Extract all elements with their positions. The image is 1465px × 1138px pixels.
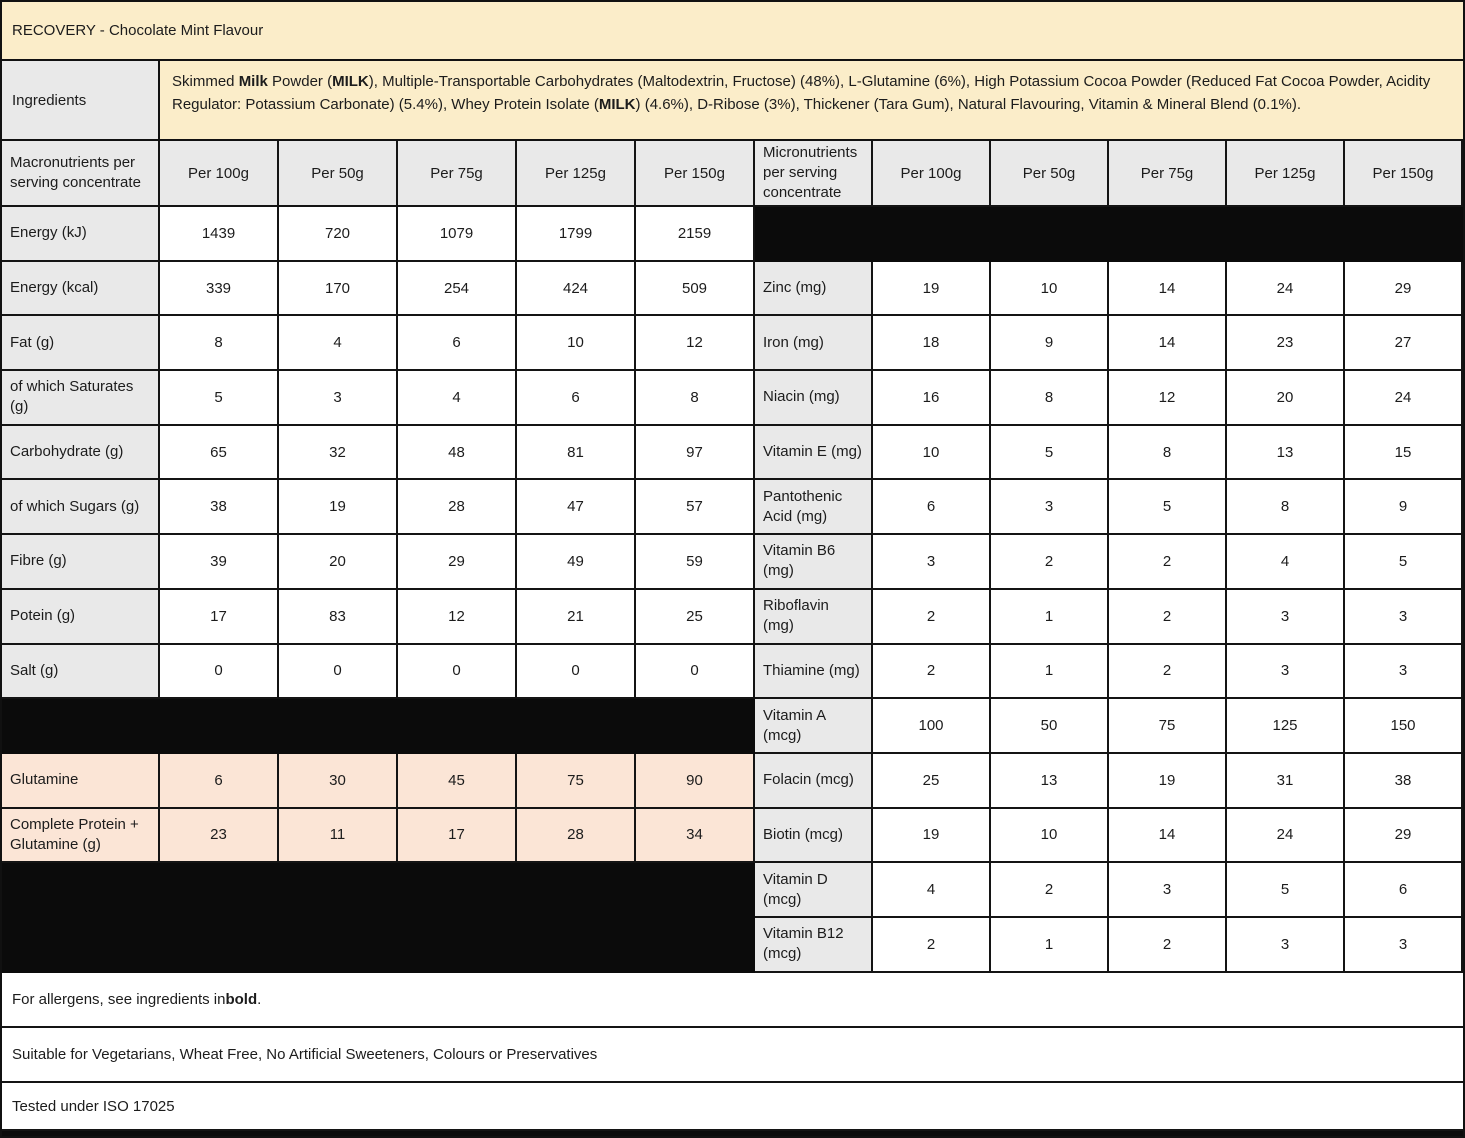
value-cell: 2 (1109, 645, 1227, 700)
value-cell: 21 (517, 590, 636, 645)
row-label: Complete Protein + Glutamine (g) (2, 809, 160, 864)
value-cell: 3 (991, 480, 1109, 535)
ingredient-segment: ) (4.6%), D-Ribose (3%), Thickener (Tara Gum), Natural Flavouring, Vitamin & Mineral Blend (0.1%). (635, 96, 1302, 113)
value-cell: 13 (991, 754, 1109, 809)
value-cell: 16 (873, 371, 991, 426)
row-label: Fat (g) (2, 316, 160, 371)
value-cell: 14 (1109, 262, 1227, 317)
value-cell: 0 (398, 645, 517, 700)
ingredients-label: Ingredients (2, 61, 160, 139)
value-cell: 97 (636, 426, 755, 481)
value-cell: 10 (517, 316, 636, 371)
ingredient-segment: Powder ( (267, 73, 333, 90)
value-cell: 6 (1345, 863, 1463, 918)
value-cell: 3 (279, 371, 398, 426)
suitability-note-text: Suitable for Vegetarians, Wheat Free, No Artificial Sweeteners, Colours or Preservatives (12, 1046, 598, 1063)
value-cell: 150 (1345, 699, 1463, 754)
value-cell: 75 (517, 754, 636, 809)
value-cell: 4 (1227, 535, 1345, 590)
value-cell: 0 (636, 645, 755, 700)
row-label: of which Saturates (g) (2, 371, 160, 426)
value-cell: 13 (1227, 426, 1345, 481)
value-cell: 339 (160, 262, 279, 317)
value-cell: 20 (1227, 371, 1345, 426)
row-label: Energy (kJ) (2, 207, 160, 262)
value-cell: 90 (636, 754, 755, 809)
row-label: Glutamine (2, 754, 160, 809)
value-cell: 720 (279, 207, 398, 262)
value-cell: 19 (1109, 754, 1227, 809)
value-cell: 34 (636, 809, 755, 864)
value-cell: 29 (1345, 809, 1463, 864)
value-cell: 6 (517, 371, 636, 426)
value-cell: 8 (1227, 480, 1345, 535)
value-cell: 2 (873, 590, 991, 645)
row-label: Zinc (mg) (755, 262, 873, 317)
row-label: Vitamin A (mcg) (755, 699, 873, 754)
value-cell: 3 (1227, 590, 1345, 645)
macronutrients-table (2, 141, 755, 973)
value-cell: 15 (1345, 426, 1463, 481)
row-label: Pantothenic Acid (mg) (755, 480, 873, 535)
ingredient-segment: Skimmed (172, 73, 239, 90)
value-cell: 1079 (398, 207, 517, 262)
value-cell: 19 (873, 809, 991, 864)
value-cell: 2 (991, 863, 1109, 918)
value-cell: 48 (398, 426, 517, 481)
value-cell: 5 (1345, 535, 1463, 590)
value-cell: 1 (991, 918, 1109, 973)
ingredients-text (160, 61, 1463, 139)
value-cell: 10 (991, 262, 1109, 317)
value-cell: 59 (636, 535, 755, 590)
column-header: Per 50g (279, 141, 398, 207)
value-cell: 10 (873, 426, 991, 481)
row-label: Niacin (mg) (755, 371, 873, 426)
value-cell: 3 (873, 535, 991, 590)
column-header: Per 150g (636, 141, 755, 207)
value-cell: 3 (1227, 918, 1345, 973)
bottom-black-bar (2, 1131, 1463, 1136)
value-cell: 12 (1109, 371, 1227, 426)
value-cell: 24 (1227, 262, 1345, 317)
blacked-out-row (2, 863, 755, 972)
value-cell: 57 (636, 480, 755, 535)
column-header: Per 75g (398, 141, 517, 207)
row-label: Vitamin B12 (mcg) (755, 918, 873, 973)
value-cell: 19 (873, 262, 991, 317)
row-label: Vitamin B6 (mg) (755, 535, 873, 590)
value-cell: 75 (1109, 699, 1227, 754)
value-cell: 6 (873, 480, 991, 535)
value-cell: 2 (1109, 918, 1227, 973)
product-title: RECOVERY - Chocolate Mint Flavour (12, 22, 264, 39)
nutrition-tables (2, 141, 1463, 973)
row-label: Riboflavin (mg) (755, 590, 873, 645)
value-cell: 30 (279, 754, 398, 809)
value-cell: 2 (1109, 535, 1227, 590)
value-cell: 100 (873, 699, 991, 754)
product-title-banner (2, 2, 1463, 61)
value-cell: 1799 (517, 207, 636, 262)
value-cell: 8 (160, 316, 279, 371)
value-cell: 9 (991, 316, 1109, 371)
value-cell: 4 (279, 316, 398, 371)
value-cell: 2 (873, 918, 991, 973)
value-cell: 14 (1109, 809, 1227, 864)
value-cell: 4 (398, 371, 517, 426)
value-cell: 2 (873, 645, 991, 700)
value-cell: 1 (991, 645, 1109, 700)
micronutrients-table (755, 141, 1463, 973)
value-cell: 1439 (160, 207, 279, 262)
value-cell: 1 (991, 590, 1109, 645)
column-header: Per 125g (1227, 141, 1345, 207)
blacked-out-row (755, 207, 1463, 262)
value-cell: 9 (1345, 480, 1463, 535)
value-cell: 170 (279, 262, 398, 317)
value-cell: 38 (1345, 754, 1463, 809)
value-cell: 14 (1109, 316, 1227, 371)
value-cell: 65 (160, 426, 279, 481)
row-label: Energy (kcal) (2, 262, 160, 317)
value-cell: 38 (160, 480, 279, 535)
row-label: Fibre (g) (2, 535, 160, 590)
value-cell: 17 (160, 590, 279, 645)
value-cell: 18 (873, 316, 991, 371)
value-cell: 0 (160, 645, 279, 700)
value-cell: 3 (1345, 590, 1463, 645)
value-cell: 31 (1227, 754, 1345, 809)
suitability-note (2, 1028, 1463, 1083)
value-cell: 3 (1345, 918, 1463, 973)
row-label: Vitamin E (mg) (755, 426, 873, 481)
value-cell: 49 (517, 535, 636, 590)
value-cell: 83 (279, 590, 398, 645)
column-header: Per 50g (991, 141, 1109, 207)
value-cell: 4 (873, 863, 991, 918)
value-cell: 32 (279, 426, 398, 481)
value-cell: 125 (1227, 699, 1345, 754)
allergen-note-text: For allergens, see ingredients in (12, 991, 226, 1008)
value-cell: 23 (1227, 316, 1345, 371)
value-cell: 5 (160, 371, 279, 426)
allergen-note (2, 973, 1463, 1028)
allergen-note-bold-word: bold (225, 991, 258, 1008)
value-cell: 8 (636, 371, 755, 426)
value-cell: 12 (398, 590, 517, 645)
testing-note (2, 1083, 1463, 1131)
value-cell: 3 (1345, 645, 1463, 700)
value-cell: 19 (279, 480, 398, 535)
allergen-note-period: . (257, 991, 262, 1008)
value-cell: 8 (991, 371, 1109, 426)
ingredient-allergen: Milk (238, 73, 268, 90)
value-cell: 50 (991, 699, 1109, 754)
value-cell: 2 (991, 535, 1109, 590)
value-cell: 424 (517, 262, 636, 317)
value-cell: 24 (1227, 809, 1345, 864)
value-cell: 24 (1345, 371, 1463, 426)
value-cell: 509 (636, 262, 755, 317)
value-cell: 17 (398, 809, 517, 864)
row-label: of which Sugars (g) (2, 480, 160, 535)
column-header: Per 125g (517, 141, 636, 207)
value-cell: 28 (398, 480, 517, 535)
ingredient-allergen: MILK (598, 96, 636, 113)
column-header: Per 100g (160, 141, 279, 207)
value-cell: 8 (1109, 426, 1227, 481)
value-cell: 2 (1109, 590, 1227, 645)
row-label: Potein (g) (2, 590, 160, 645)
testing-note-text: Tested under ISO 17025 (12, 1097, 175, 1115)
value-cell: 6 (160, 754, 279, 809)
value-cell: 5 (1109, 480, 1227, 535)
column-header: Per 75g (1109, 141, 1227, 207)
row-label: Vitamin D (mcg) (755, 863, 873, 918)
value-cell: 6 (398, 316, 517, 371)
row-label: Biotin (mcg) (755, 809, 873, 864)
value-cell: 12 (636, 316, 755, 371)
value-cell: 3 (1227, 645, 1345, 700)
row-label: Salt (g) (2, 645, 160, 700)
ingredient-segment: ), Multiple-Transportable Carbohydrates (Maltodextrin, Fructose) (48%), L-Glutamine (6%), High Potassium Cocoa Powder (Reduced Fat Cocoa Powder, Acidity Regulator: Potassium Carbonate) (5.4%), Whey Protein Isolate ( (172, 73, 1431, 113)
value-cell: 25 (636, 590, 755, 645)
column-header: Per 150g (1345, 141, 1463, 207)
value-cell: 5 (991, 426, 1109, 481)
blacked-out-row (2, 699, 755, 754)
value-cell: 10 (991, 809, 1109, 864)
value-cell: 0 (517, 645, 636, 700)
row-label: Folacin (mcg) (755, 754, 873, 809)
value-cell: 2159 (636, 207, 755, 262)
table-header-label: Micronutrients per serving concentrate (755, 141, 873, 207)
column-header: Per 100g (873, 141, 991, 207)
row-label: Iron (mg) (755, 316, 873, 371)
value-cell: 81 (517, 426, 636, 481)
value-cell: 5 (1227, 863, 1345, 918)
value-cell: 254 (398, 262, 517, 317)
ingredients-section (2, 61, 1463, 141)
value-cell: 0 (279, 645, 398, 700)
value-cell: 27 (1345, 316, 1463, 371)
value-cell: 25 (873, 754, 991, 809)
value-cell: 39 (160, 535, 279, 590)
table-header-label: Macronutrients per serving concentrate (2, 141, 160, 207)
value-cell: 29 (1345, 262, 1463, 317)
value-cell: 47 (517, 480, 636, 535)
row-label: Thiamine (mg) (755, 645, 873, 700)
value-cell: 29 (398, 535, 517, 590)
ingredient-allergen: MILK (332, 73, 369, 90)
value-cell: 20 (279, 535, 398, 590)
value-cell: 11 (279, 809, 398, 864)
row-label: Carbohydrate (g) (2, 426, 160, 481)
value-cell: 28 (517, 809, 636, 864)
value-cell: 23 (160, 809, 279, 864)
value-cell: 3 (1109, 863, 1227, 918)
value-cell: 45 (398, 754, 517, 809)
